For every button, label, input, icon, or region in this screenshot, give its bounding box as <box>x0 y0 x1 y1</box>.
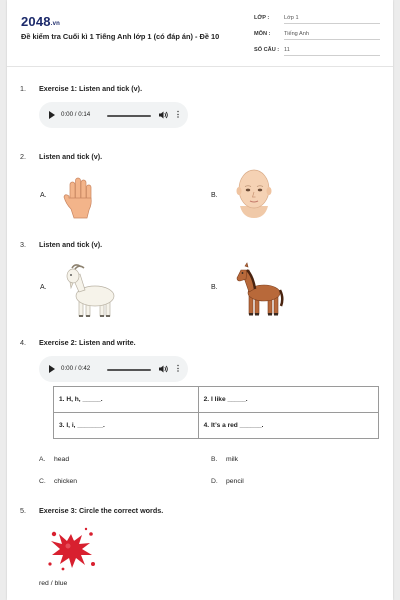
meta-subject <box>254 28 380 42</box>
cell-text: 4. It’s a red ______. <box>203 422 264 429</box>
audio-time: 0:00 / 0:14 <box>61 111 91 118</box>
table-cell <box>198 413 378 439</box>
option-a-label[interactable]: A. <box>40 284 47 291</box>
meta-class-label: LỚP : <box>254 15 270 21</box>
question-number: 4. <box>20 338 26 347</box>
question-text: Listen and tick (v). <box>39 240 103 249</box>
meta-count-value: 11 <box>284 47 380 56</box>
question-text: Exercise 3: Circle the correct words. <box>39 506 164 515</box>
question-text: Exercise 1: Listen and tick (v). <box>39 84 143 93</box>
answer-letter: C. <box>39 478 46 485</box>
audio-seek-bar[interactable] <box>107 369 151 371</box>
fill-in-table <box>53 386 379 439</box>
meta-class-value: Lớp 1 <box>284 15 380 24</box>
worksheet-header <box>7 0 393 66</box>
play-icon[interactable] <box>49 365 55 373</box>
audio-player-2 <box>39 356 188 382</box>
answer-letter: B. <box>211 456 218 463</box>
hand-icon[interactable] <box>61 176 99 220</box>
table-cell <box>54 387 199 413</box>
document-title: Đề kiểm tra Cuối kì 1 Tiếng Anh lớp 1 (có đáp án) - Đề 10 <box>21 32 220 41</box>
site-logo[interactable] <box>21 14 60 29</box>
question-number: 2. <box>20 152 26 161</box>
header-divider <box>7 66 393 67</box>
option-b-label[interactable]: B. <box>211 192 218 199</box>
question-number: 5. <box>20 506 26 515</box>
cell-text: 1. H, h, _____. <box>59 396 103 403</box>
table-row <box>54 387 379 413</box>
question-text: Listen and tick (v). <box>39 152 103 161</box>
answer-text: pencil <box>226 478 244 485</box>
table-cell <box>54 413 199 439</box>
word-choice-text: red / blue <box>39 580 68 587</box>
meta-class <box>254 12 380 26</box>
question-number: 1. <box>20 84 26 93</box>
audio-seek-bar[interactable] <box>107 115 151 117</box>
meta-subject-label: MÔN : <box>254 31 271 37</box>
answer-option-d[interactable] <box>211 478 244 485</box>
cell-text: 3. I, i, _______. <box>59 422 105 429</box>
volume-icon[interactable] <box>158 364 168 374</box>
question-text: Exercise 2: Listen and write. <box>39 338 136 347</box>
option-b-label[interactable]: B. <box>211 284 218 291</box>
worksheet-page <box>7 0 393 600</box>
answer-text: head <box>54 456 70 463</box>
horse-icon[interactable] <box>235 262 285 318</box>
face-icon[interactable] <box>231 166 277 218</box>
answer-text: milk <box>226 456 239 463</box>
meta-question-count <box>254 44 380 58</box>
logo-suffix: .vn <box>50 21 61 27</box>
table-row <box>54 413 379 439</box>
question-number: 3. <box>20 240 26 249</box>
volume-icon[interactable] <box>158 110 168 120</box>
audio-time: 0:00 / 0:42 <box>61 365 91 372</box>
answer-option-a[interactable] <box>39 456 69 463</box>
meta-count-label: SỐ CÂU : <box>254 47 280 53</box>
red-paint-splash-icon <box>45 526 97 572</box>
meta-subject-value: Tiếng Anh <box>284 31 380 40</box>
table-cell <box>198 387 378 413</box>
cell-text: 2. I like _____. <box>203 396 248 403</box>
answer-text: chicken <box>54 478 78 485</box>
answer-letter: A. <box>39 456 46 463</box>
option-a-label[interactable]: A. <box>40 192 47 199</box>
answer-option-b[interactable] <box>211 456 238 463</box>
more-options-icon[interactable]: ⋮ <box>174 110 182 119</box>
audio-player-1 <box>39 102 188 128</box>
logo-text: 2048 <box>21 14 51 29</box>
more-options-icon[interactable]: ⋮ <box>174 364 182 373</box>
goat-icon[interactable] <box>59 260 119 320</box>
answer-letter: D. <box>211 478 218 485</box>
answer-option-c[interactable] <box>39 478 77 485</box>
play-icon[interactable] <box>49 111 55 119</box>
